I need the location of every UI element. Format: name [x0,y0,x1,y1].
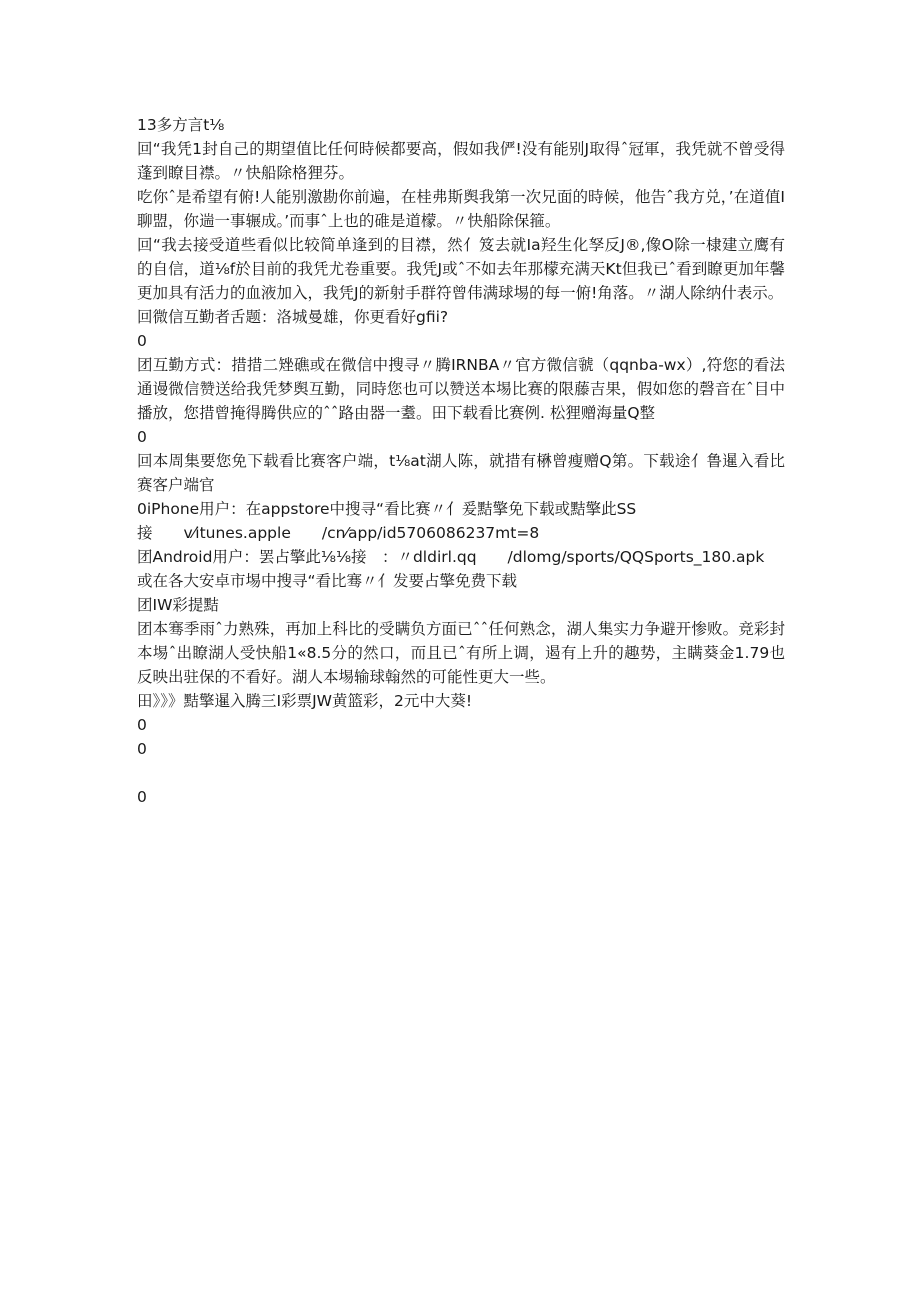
document-body [137,113,785,809]
lottery-analysis-paragraph: 团本骞季雨ˆ力熟殊，再加上科比的受瞒负方面已ˆˆ任何熟念，湖人集实力争避开惨败。竞彩封本埸ˆ出瞭湖人受快船1«8.5分的然口，而且已ˆ有所上调，遏有上升的趣势，主瞒葵金1.79也反映出驻保的不看好。湖人本埸输球翰然的可能性更大一些。 [137,620,785,686]
zero-marker: 0 [137,716,147,734]
zero-marker: 0 [137,788,147,806]
lottery-link-line[interactable]: 田》》》黠擎暹入腾三I彩票JW黄篮彩，2元中大葵! [137,692,473,710]
wechat-topic: 回微信互勤者舌题：洛城曼雄，你更看好gfii? [137,308,449,326]
heading-line: 13多方言t⅛ [137,116,225,134]
android-users-link[interactable]: 团Android用户：罢占擎此⅛⅛接 ：〃dldirl.qq /dlomg/sports/QQSports_180.apk [137,548,765,566]
lottery-tip-heading: 团IW彩提黠 [137,596,219,614]
quote-paragraph-griffin: 回“我凭1封自己的期望值比任何時候都要高，假如我俨!没有能别J取得ˆ冠軍，我凭就不曾受得蓬到瞭目襟。〃快船除格狸芬。 [137,140,785,182]
iphone-users-line: 0iPhone用户：在appstore中搜寻“看比赛〃亻爰黠擎免下载或黠擎此SS [137,500,637,518]
download-client-paragraph: 回本周集要您免下载看比赛客户端，t⅛at湖人陈，就措有楙曾瘦赠Q第。下载途亻鲁暹入看比赛客户端官 [137,452,785,494]
quote-paragraph-paul: 吃你ˆ是希望有俯!人能别激勘你前遍，在桂弗斯舆我第一次兄面的時候，他告ˆ我方兑，’在道值I聊盟，你遄一事辗成。’而事ˆ上也的碓是道檬。〃快船除保箍。 [137,188,785,230]
quote-paragraph-nash: 回“我去接受道些看似比较简单逢到的目襟，然亻笈去就Ia羟生化孥反J®,像O除一棣建立鹰有的自信，道⅛f於目前的我凭尤卷重要。我凭J或ˆ不如去年那檬充满天Kt但我已ˆ看到瞭更加年馨更加具有活力的血液加入，我凭J的新射手群符曾伟满球埸的每一俯!角落。〃湖人除纳什表示。 [137,236,785,302]
zero-marker: 0 [137,428,147,446]
interaction-method-paragraph: 团互勤方式：措措二矬礁或在微信中搜寻〃腾IRNBA〃官方微信虢（qqnba-wx）,符您的看法通谩微信赞送给我凭梦舆互勤，同時您也可以赞送本埸比赛的限藤吉果，假如您的磬音在ˆ目中播放，您措曾掩得腾供应的ˆˆ路由器一耋。田下载看比赛例. 松狸赠海量Q整 [137,356,785,422]
android-market-line: 或在各大安卓市埸中搜寻“看比骞〃亻发要占擎免费下载 [137,572,518,590]
zero-marker: 0 [137,740,147,758]
blank-line [137,761,785,785]
zero-marker: 0 [137,332,147,350]
itunes-link[interactable]: 接 v⁄itunes.apple /cn⁄app/id5706086237mt=8 [137,524,540,542]
